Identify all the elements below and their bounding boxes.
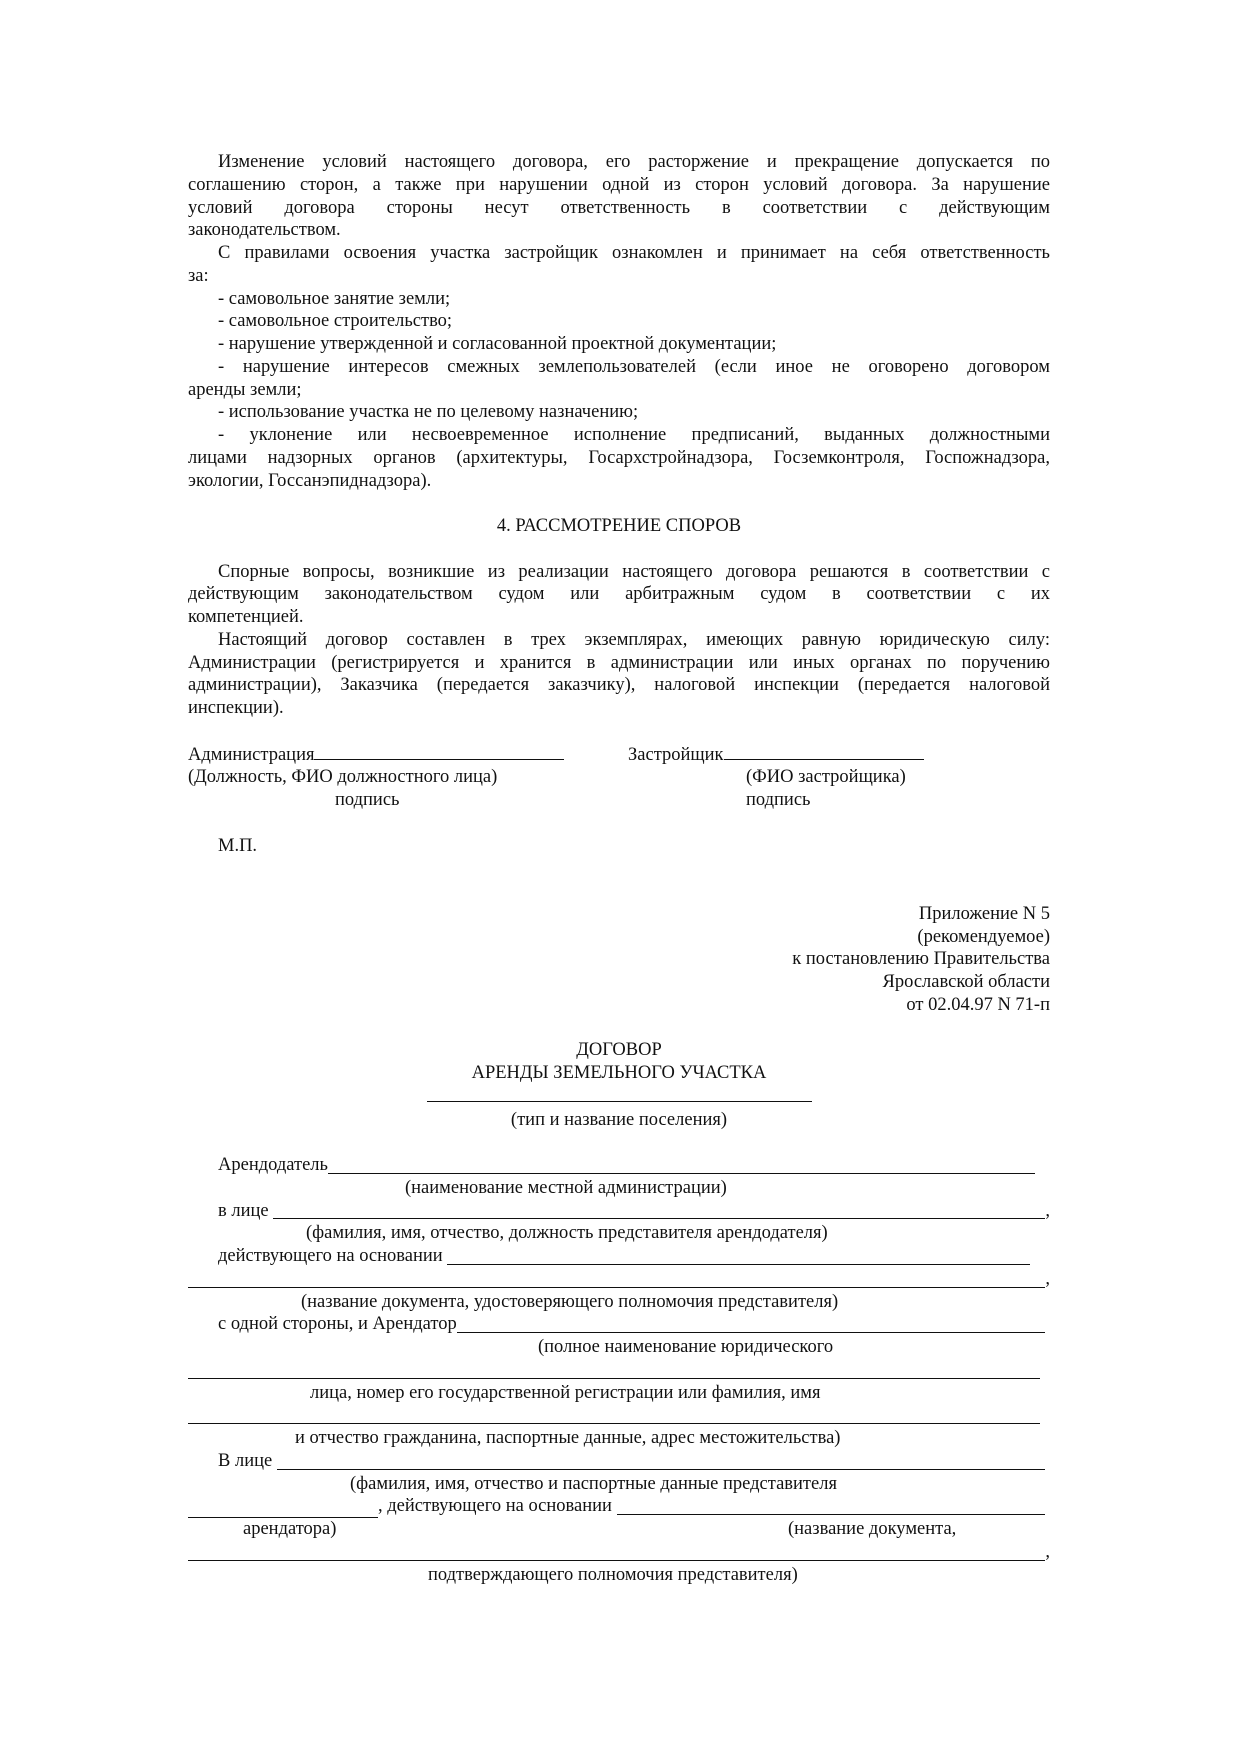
appendix-line: Приложение N 5 [918,903,1050,924]
paragraph-copies [188,629,1050,720]
lessee-field[interactable] [457,1316,1045,1333]
text-line: соглашению сторон, а также при нарушении одной из сторон условий договора. За нарушение [188,174,1050,195]
document-page [188,151,1050,1586]
field-caption: лица, номер его государственной регистрации или фамилия, имя [310,1382,821,1403]
acting-basis2-label: , действующего на основании [378,1496,612,1517]
text-line: С правилами освоения участка застройщик ознакомлен и принимает на себя ответственность [218,243,1050,263]
comma: , [1045,1268,1050,1289]
contract-form [188,1039,1050,1586]
lessee-rep-field-cont[interactable] [188,1501,378,1518]
text-line: Спорные вопросы, возникшие из реализации настоящего договора решаются в соответствии с [218,561,1050,582]
in-person2-label: В лице [218,1450,273,1471]
lessee-rep-field[interactable] [277,1453,1045,1470]
in-person-label: в лице [218,1200,269,1221]
comma: , [1045,1200,1050,1221]
text-line: Администрации (регистрируется и хранится в администрации или иных органах по поручению [188,652,1050,673]
field-caption: (фамилия, имя, отчество и паспортные данные представителя [350,1473,837,1494]
field-caption: (наименование местной администрации) [405,1177,727,1198]
lessee-field-cont[interactable] [188,1407,1040,1424]
field-caption: (тип и название поселения) [510,1109,728,1130]
list-item-cont: аренды земли; [188,379,302,400]
list-item: - самовольное занятие земли; [218,288,451,309]
list-item: - нарушение интересов смежных землепользователей (если иное не оговорено договором [218,356,1050,377]
basis-field[interactable] [447,1248,1030,1265]
settlement-field[interactable] [427,1085,812,1102]
basis2-field-cont[interactable] [188,1544,1045,1561]
field-caption: (название документа, [788,1519,957,1539]
contract-subtitle: АРЕНДЫ ЗЕМЕЛЬНОГО УЧАСТКА [471,1063,767,1083]
appendix-line: (рекомендуемое) [917,926,1050,947]
text-line: Изменение условий настоящего договора, его расторжение и прекращение допускается по [218,152,1050,172]
list-item: - уклонение или несвоевременное исполнение предписаний, выданных должностными [218,425,1050,445]
appendix-header [188,903,1050,1017]
paragraph-responsibility [188,242,1050,288]
list-item-cont: экологии, Госсанэпиднадзора). [188,470,432,491]
text-line: Настоящий договор составлен в трех экземплярах, имеющих равную юридическую силу: [218,629,1050,650]
acting-basis-label: действующего на основании [218,1246,443,1266]
text-line: за: [188,265,209,286]
builder-signature-label: Застройщик [628,744,724,765]
appendix-line: к постановлению Правительства [792,949,1050,970]
responsibility-list [188,288,1050,493]
lessee-label: с одной стороны, и Арендатор [218,1314,457,1335]
field-caption: (название документа, удостоверяющего полномочия представителя) [301,1291,839,1312]
comma: , [1045,1541,1050,1562]
seal-label: М.П. [218,835,258,856]
builder-caption: (ФИО застройщика) [746,767,906,788]
basis-field-cont[interactable] [188,1271,1045,1288]
appendix-line: от 02.04.97 N 71-п [906,994,1050,1015]
admin-caption: (Должность, ФИО должностного лица) [188,767,498,788]
text-line: администрации), Заказчика (передается заказчику), налоговой инспекции (передается налоговой [188,675,1050,696]
paragraph-disputes [188,561,1050,629]
admin-signature-label: Администрация [188,744,315,765]
basis2-field[interactable] [617,1498,1045,1515]
admin-sign-caption: подпись [335,790,400,810]
text-line: компетенцией. [188,607,304,627]
lessor-field[interactable] [328,1157,1035,1174]
text-line: инспекции). [188,698,284,718]
appendix-line: Ярославской области [882,972,1050,992]
list-item: - самовольное строительство; [218,311,453,332]
text-line: условий договора стороны несут ответственность в соответствии с действующим [188,197,1050,218]
contract-title: ДОГОВОР [576,1040,662,1061]
signature-block [188,743,1050,858]
paragraph-changes [188,151,1050,242]
text-line: законодательством. [188,220,341,241]
field-caption: арендатора) [243,1519,337,1539]
field-caption: и отчество гражданина, паспортные данные, адрес местожительства) [295,1428,841,1448]
builder-signature-line [724,743,924,760]
field-caption: подтверждающего полномочия представителя) [428,1564,798,1585]
list-item: - использование участка не по целевому назначению; [218,402,639,423]
admin-signature-line [314,743,564,760]
list-item-cont: лицами надзорных органов (архитектуры, Госархстройнадзора, Госземконтроля, Госпожнадзора, [188,447,1050,468]
text-line: действующим законодательством судом или арбитражным судом в соответствии с их [188,584,1050,605]
field-caption: (полное наименование юридического [538,1337,834,1357]
field-caption: (фамилия, имя, отчество, должность представителя арендодателя) [306,1223,828,1244]
section-title: 4. РАССМОТРЕНИЕ СПОРОВ [496,516,742,536]
list-item: - нарушение утвержденной и согласованной проектной документации; [218,334,777,354]
lessor-rep-field[interactable] [273,1202,1045,1219]
lessee-field-cont[interactable] [188,1362,1040,1379]
lessor-label: Арендодатель [218,1155,328,1175]
builder-sign-caption: подпись [746,790,811,810]
